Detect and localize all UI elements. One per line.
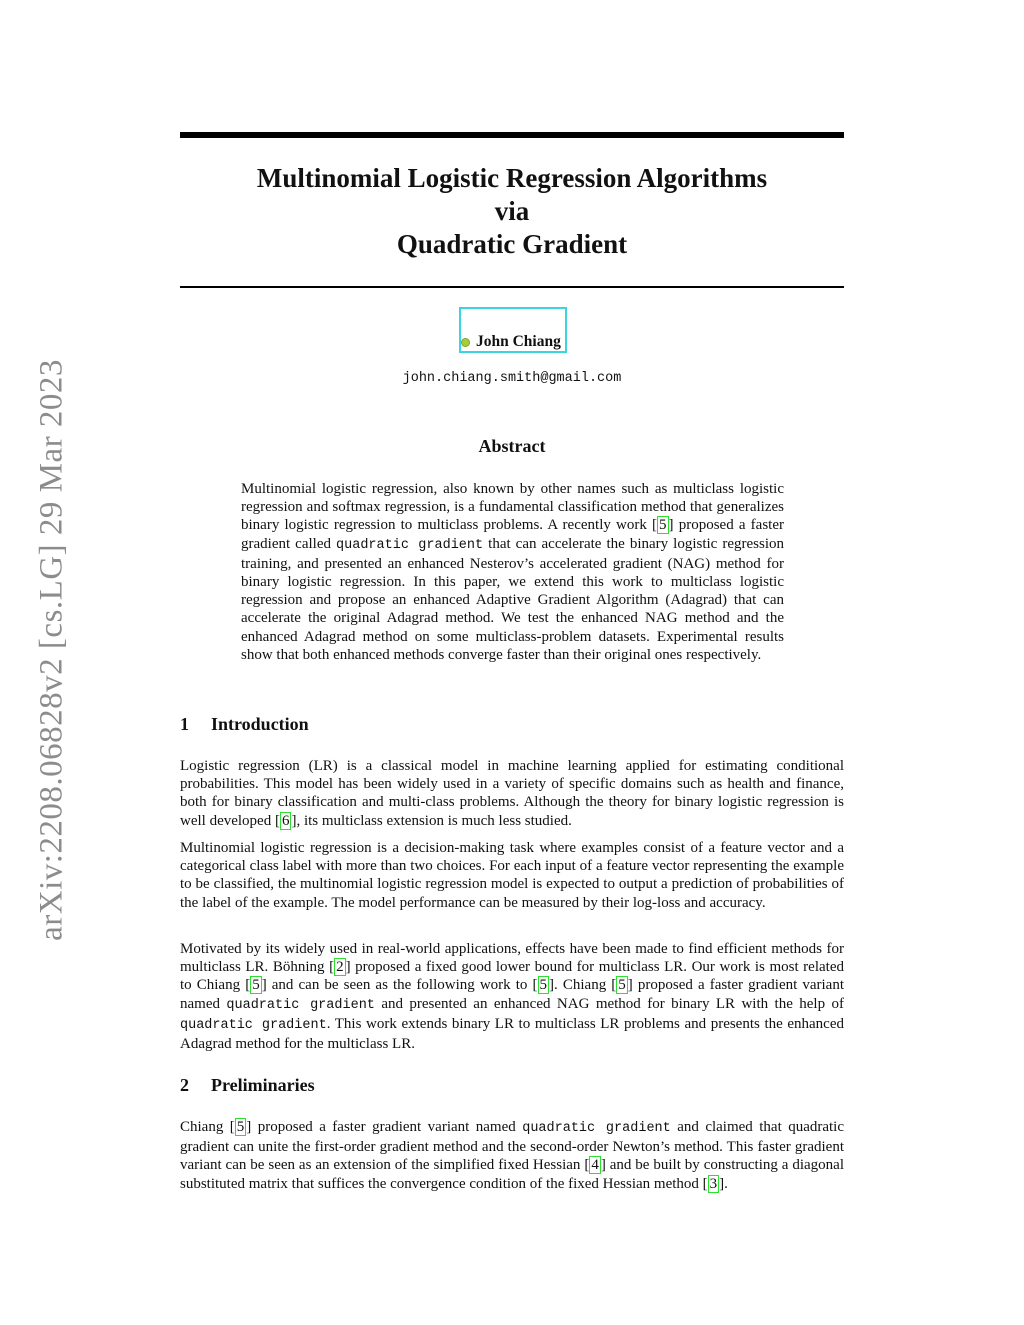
code-term: quadratic gradient <box>336 537 484 553</box>
arxiv-identifier: arXiv:2208.06828v2 [cs.LG] 29 Mar 2023 <box>33 359 70 941</box>
prelim-paragraph-1: Chiang [ 5 ] proposed a faster gradient variant named quadratic gradient and claimed that quadratic gradient can unite the first-order gradient method and the second-order Newton’s method. This faster gradient variant can be seen as an extension of the simplified fixed Hessian [ 4 ] and be built by constructing a diagonal substituted matrix that suffices the convergence condition of the fixed Hessian method [ 3 ]. <box>180 1119 844 1192</box>
citation-link[interactable]: 4 <box>591 1157 599 1174</box>
author-email: john.chiang.smith@gmail.com <box>402 371 622 386</box>
title-line-2: via <box>494 196 530 226</box>
citation-link[interactable]: 5 <box>539 977 548 994</box>
title-bottom-rule <box>180 286 844 288</box>
citation-link[interactable]: 6 <box>281 812 290 829</box>
section-number: 1 <box>180 714 189 734</box>
intro-paragraph-3: Motivated by its widely used in real-world applications, effects have been made to find efficient methods for multiclass LR. Böhning [ 2 ] proposed a fixed good lower bound for multiclass LR. Our work is most related to Chiang [ 5 ] and can be seen as the following work to [ 5 ]. Chiang [ 5 ] proposed a faster gradient variant named quadratic gradient and presented an enhanced NAG method for binary LR with the help of quadratic gradient. This work extends binary LR to multiclass LR problems and presents the enhanced Adagrad method for the multiclass LR. <box>180 941 845 1053</box>
citation-link[interactable]: 3 <box>709 1175 718 1192</box>
section-title: Introduction <box>211 714 309 734</box>
citation-link[interactable]: 5 <box>252 977 260 994</box>
author[interactable] <box>461 333 561 351</box>
section-title: Preliminaries <box>211 1075 315 1095</box>
code-term: quadratic gradient <box>522 1121 671 1136</box>
title-line-1: Multinomial Logistic Regression Algorithms <box>256 163 768 193</box>
title-line-3: Quadratic Gradient <box>396 229 628 259</box>
title-top-rule <box>180 132 844 138</box>
code-term: quadratic gradient <box>180 1017 327 1033</box>
code-term: quadratic gradient <box>226 997 375 1013</box>
citation-link[interactable]: 5 <box>236 1119 245 1135</box>
section-heading-introduction <box>180 714 309 735</box>
orcid-icon[interactable] <box>461 338 470 347</box>
citation-link[interactable]: 2 <box>336 959 344 976</box>
abstract-body: Multinomial logistic regression, also known by other names such as multiclass logistic regression and softmax regression, is a fundamental classification method that generalizes binary logistic regression to multiclass problems. A recently work [ 5 ] proposed a faster gradient called quadratic gradient that can accelerate the binary logistic regression training, and presented an enhanced Nesterov’s accelerated gradient (NAG) method for binary logistic regression. In this paper, we extend this work to multiclass logistic regression and propose an enhanced Adaptive Gradient Algorithm (Adagrad) that can accelerate the original Adagrad method. We test the enhanced NAG method and the enhanced Adagrad method on some multiclass-problem datasets. Experimental results show that both enhanced methods converge faster than their original ones respectively. <box>241 481 785 663</box>
citation-link[interactable]: 5 <box>659 517 667 534</box>
citation-link[interactable]: 5 <box>618 977 626 994</box>
section-number: 2 <box>180 1075 189 1095</box>
intro-paragraph-1: Logistic regression (LR) is a classical model in machine learning applied for estimating conditional probabilities. This model has been widely used in a variety of specific domains such as health and finance, both for binary classification and multi-class problems. Although the theory for binary logistic regression is well developed [ 6 ], its multiclass extension is much less studied. <box>180 758 844 829</box>
intro-paragraph-2: Multinomial logistic regression is a decision-making task where examples consist of a feature vector and a categorical class label with more than two choices. For each input of a feature vector representing the example to be classified, the multinomial logistic regression model is expected to output a prediction of probabilities of the label of the example. The model performance can be measured by their log-loss and accuracy. <box>180 840 844 911</box>
author-name: John Chiang <box>476 333 561 350</box>
paper-title <box>180 162 844 261</box>
section-heading-preliminaries <box>180 1075 315 1096</box>
abstract-heading: Abstract <box>478 436 546 456</box>
